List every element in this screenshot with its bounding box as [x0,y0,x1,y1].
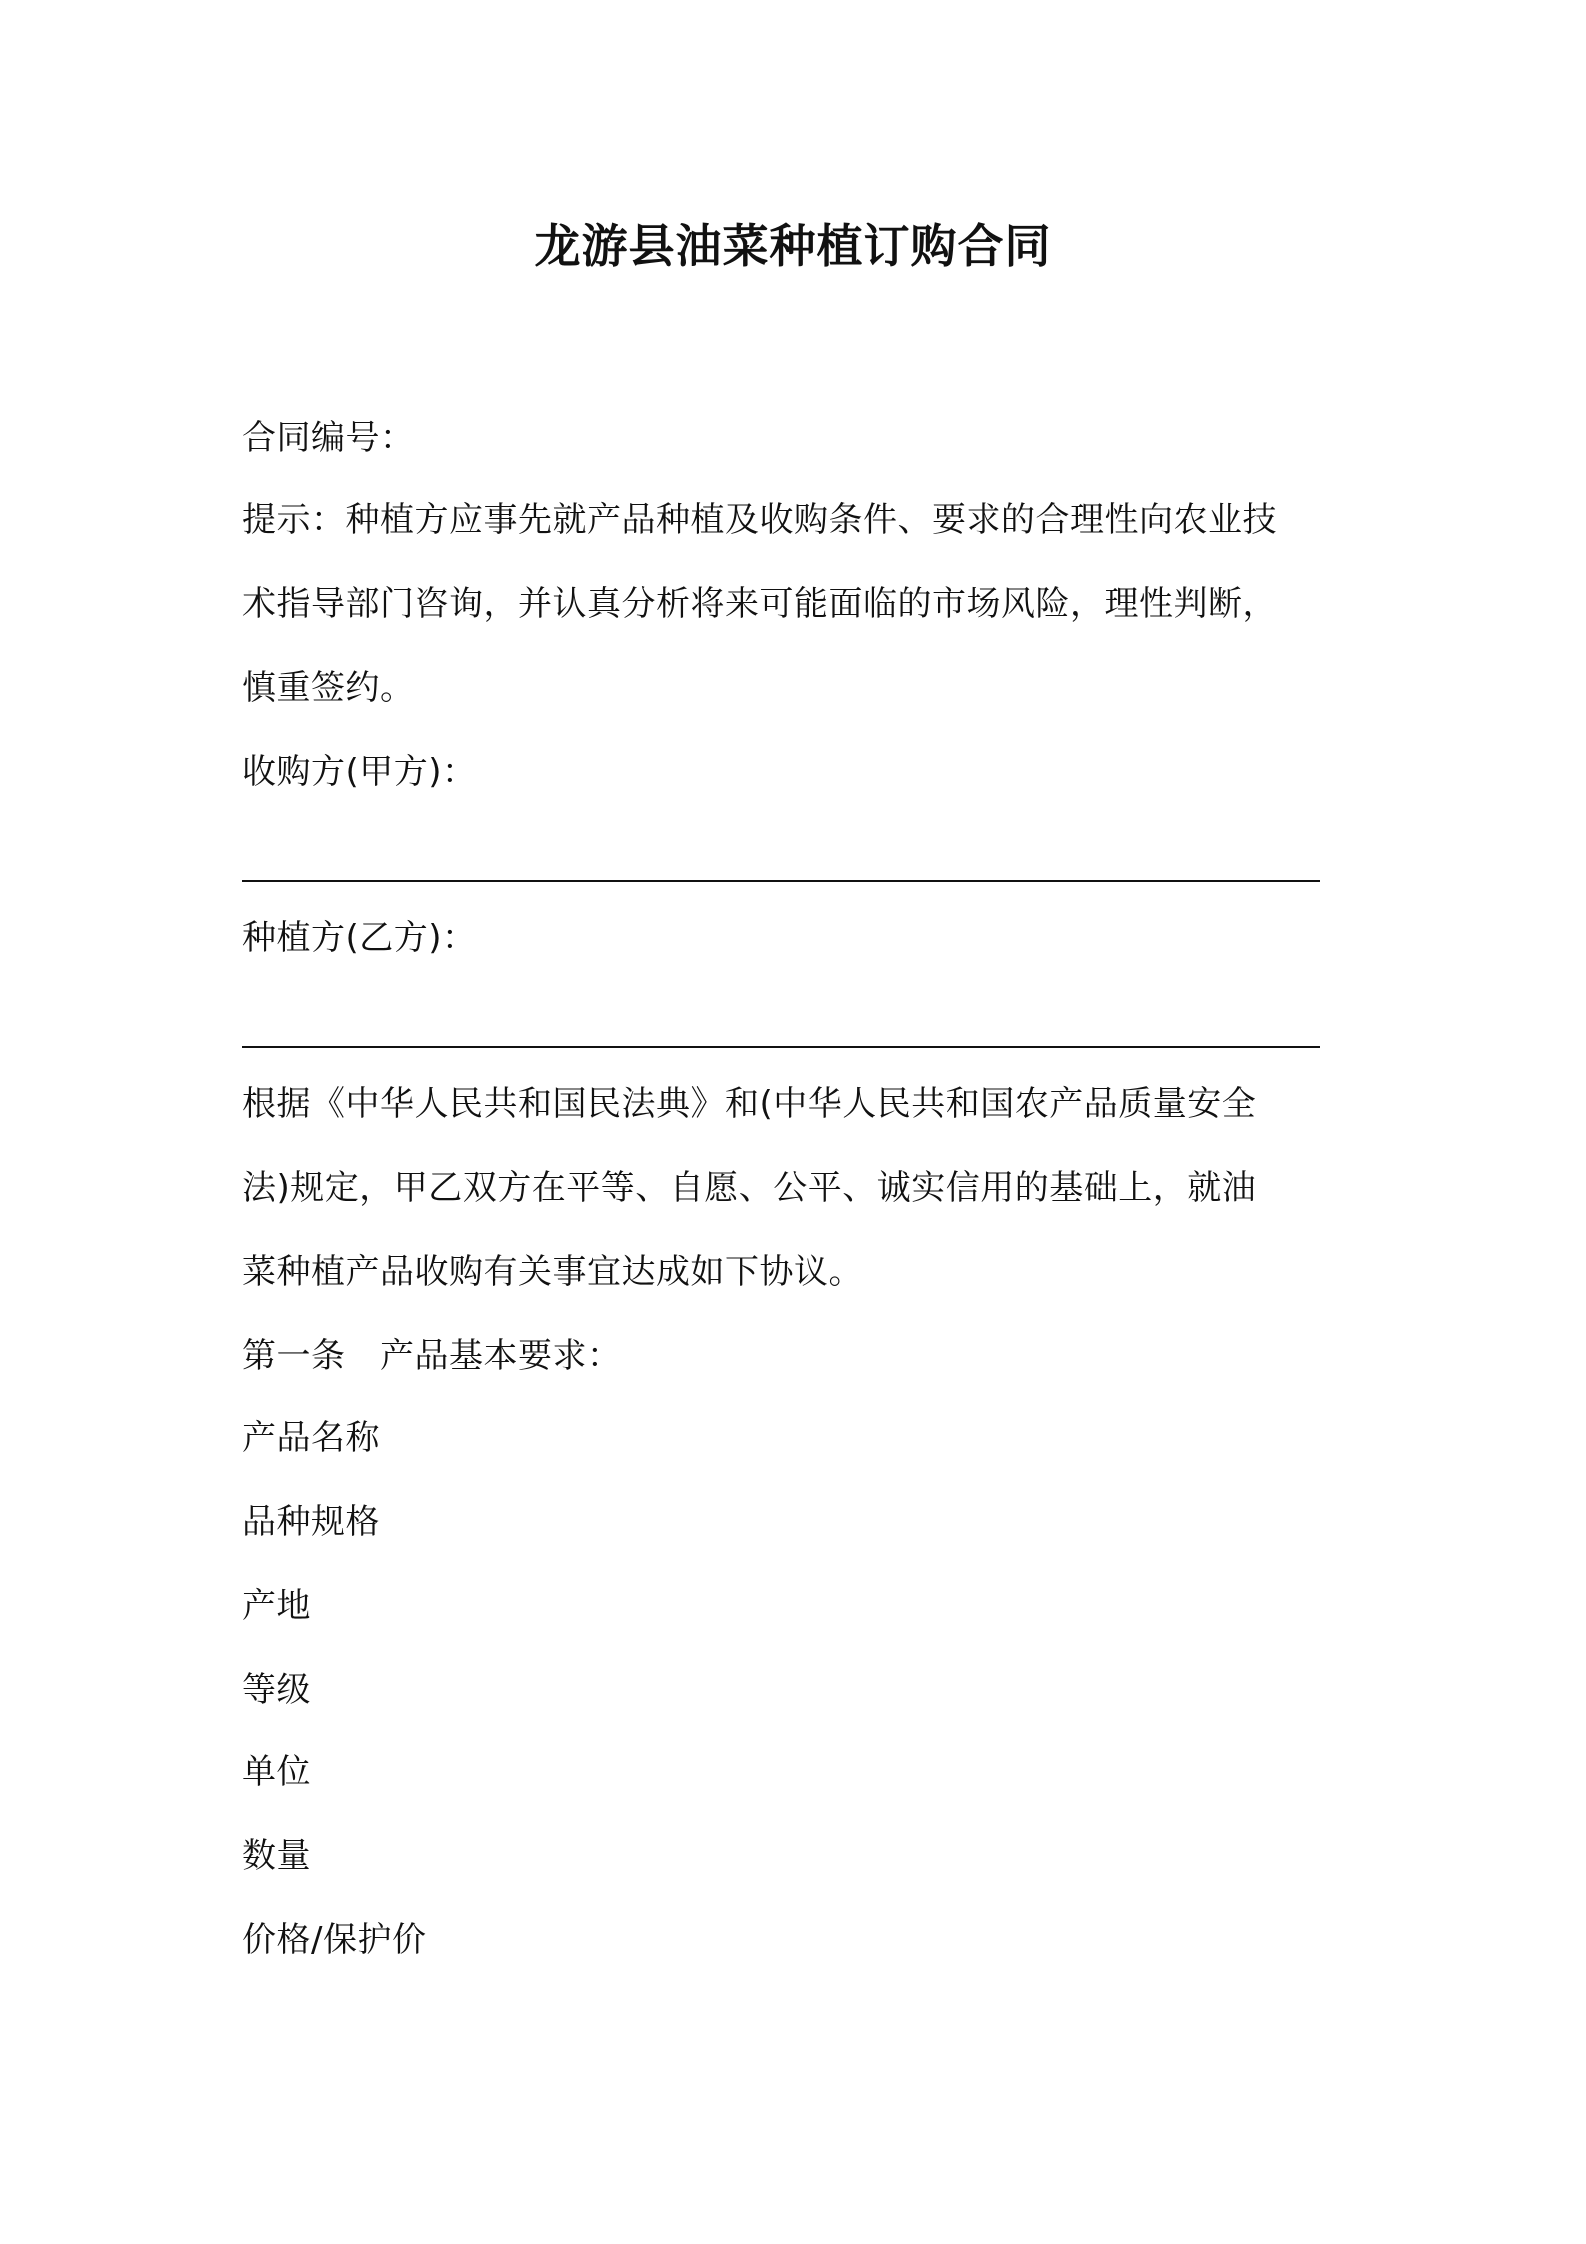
preamble-line-3: 菜种植产品收购有关事宜达成如下协议。 [242,1252,863,1292]
party-b-label: 种植方(乙方)： [242,918,477,958]
party-b-blank-line [242,1046,1320,1048]
preamble-line-1: 根据《中华人民共和国民法典》和(中华人民共和国农产品质量安全 [242,1084,1257,1124]
field-quantity: 数量 [242,1836,311,1876]
field-variety-spec: 品种规格 [242,1502,380,1542]
field-grade: 等级 [242,1670,311,1710]
notice-line-2: 术指导部门咨询，并认真分析将来可能面临的市场风险，理性判断， [242,584,1277,624]
field-origin: 产地 [242,1586,311,1626]
notice-line-1: 提示：种植方应事先就产品种植及收购条件、要求的合理性向农业技 [242,500,1277,540]
document-title: 龙游县油菜种植订购合同 [534,219,1052,273]
party-a-blank-line [242,880,1320,882]
field-product-name: 产品名称 [242,1418,380,1458]
field-unit: 单位 [242,1752,311,1792]
party-a-label: 收购方(甲方)： [242,752,477,792]
contract-number-label: 合同编号： [242,418,415,458]
article-1-heading: 第一条 产品基本要求： [242,1336,622,1376]
notice-line-3: 慎重签约。 [242,668,415,708]
field-price: 价格/保护价 [242,1920,427,1960]
preamble-line-2: 法)规定，甲乙双方在平等、自愿、公平、诚实信用的基础上，就油 [242,1168,1257,1208]
